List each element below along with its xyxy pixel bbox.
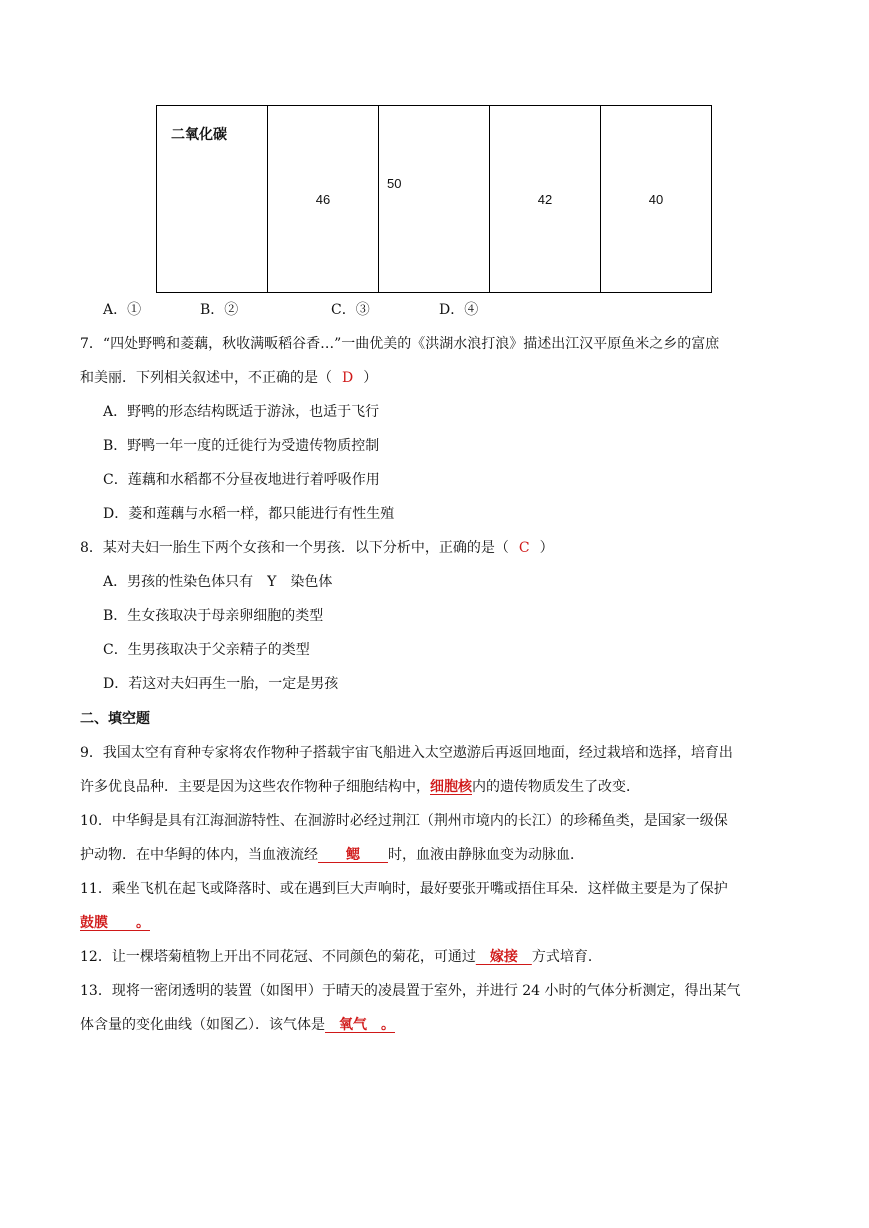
q7-stem-text: 和美丽．下列相关叙述中，不正确的是（ (80, 370, 332, 386)
q7-answer: D (342, 370, 354, 386)
q9-line1: 9．我国太空有育种专家将农作物种子搭载宇宙飞船进入太空遨游后再返回地面，经过栽培和选择，培育出 (80, 745, 733, 761)
q10-answer: 鳃 (318, 847, 388, 863)
q9-text-end: 内的遗传物质发生了改变． (472, 779, 640, 795)
table-cell-4: 40 (601, 106, 712, 293)
q7-option-b: B．野鸭一年一度的迁徙行为受遗传物质控制 (103, 438, 380, 454)
q7-option-a: A．野鸭的形态结构既适于游泳，也适于飞行 (103, 404, 380, 420)
q13-line2 (80, 1015, 395, 1035)
q11-line1 (80, 879, 728, 899)
q7-stem-line1: 7．“四处野鸭和菱藕，秋收满畈稻谷香…”一曲优美的《洪湖水浪打浪》描述出江汉平原鱼米之乡的富庶 (80, 336, 720, 352)
q8-stem-close: ） (539, 540, 554, 556)
q8-option-a: A．男孩的性染色体只有 Y 染色体 (103, 574, 333, 590)
q12-line (80, 947, 602, 967)
q12-text-end: 方式培育． (531, 949, 602, 965)
table-cell-1: 46 (268, 106, 379, 293)
section-title: 二、填空题 (80, 711, 150, 727)
q8-stem-text: 8．某对夫妇一胎生下两个女孩和一个男孩．以下分析中，正确的是（ (80, 540, 509, 556)
row-label-text: 二氧化碳 (171, 126, 227, 142)
table-row-label (157, 106, 268, 293)
table-cell-2 (379, 106, 490, 293)
q11-text: 11．乘坐飞机在起飞或降落时、或在遇到巨大声响时，最好要张开嘴或捂住耳朵．这样做主要是为了保护 (80, 881, 728, 897)
q13-text: 体含量的变化曲线（如图乙）．该气体是 (80, 1017, 325, 1033)
q8-answer: C (518, 540, 530, 556)
q8-option-b: B．生女孩取决于母亲卵细胞的类型 (103, 608, 324, 624)
q12-text: 12．让一棵塔菊植物上开出不同花冠、不同颜色的菊花，可通过 (80, 949, 476, 965)
co2-table (156, 105, 712, 293)
q6-options (103, 300, 478, 320)
q11-answer: 鼓膜 。 (80, 915, 150, 931)
q8-option-d: D．若这对夫妇再生一胎，一定是男孩 (103, 676, 339, 692)
q7-option-c: C．莲藕和水稻都不分昼夜地进行着呼吸作用 (103, 472, 380, 488)
q10-text-end: 时，血液由静脉血变为动脉血． (388, 847, 584, 863)
q10-line1: 10．中华鲟是具有江海洄游特性、在洄游时必经过荆江（荆州市境内的长江）的珍稀鱼类，是国家一级保 (80, 813, 728, 829)
q7-stem-close: ） (363, 370, 378, 386)
q6-option-c: C．③ (331, 302, 370, 318)
table-cell-2-text: 50 (387, 176, 402, 191)
table-cell-3: 42 (490, 106, 601, 293)
q6-option-d: D．④ (439, 302, 479, 318)
q9-text: 许多优良品种．主要是因为这些农作物种子细胞结构中， (80, 779, 430, 795)
table-row (157, 106, 712, 293)
q9-answer: 细胞核 (430, 779, 472, 795)
q6-option-a: A．① (103, 302, 142, 318)
q7-stem-line2 (80, 368, 377, 388)
q12-answer: 嫁接 (475, 949, 532, 965)
q7-option-d: D．菱和莲藕与水稻一样，都只能进行有性生殖 (103, 506, 395, 522)
q10-line2 (80, 845, 584, 865)
q6-option-b: B．② (200, 302, 239, 318)
q8-option-c: C．生男孩取决于父亲精子的类型 (103, 642, 310, 658)
q9-line2 (80, 777, 640, 797)
q13-answer: 氧气 。 (325, 1017, 395, 1033)
q13-line1: 13．现将一密闭透明的装置（如图甲）于晴天的凌晨置于室外，并进行 24 小时的气体分析测定，得出某气 (80, 983, 741, 999)
q8-stem (80, 538, 554, 558)
q11-line2 (80, 913, 150, 933)
q10-text: 护动物．在中华鲟的体内，当血液流经 (80, 847, 318, 863)
